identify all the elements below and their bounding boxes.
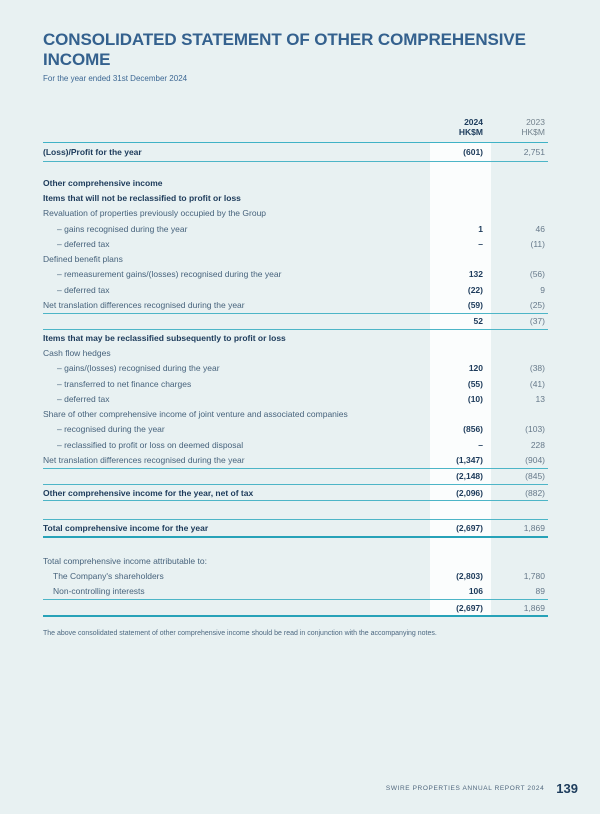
value-2023: 13: [535, 393, 545, 404]
row-label: Other comprehensive income for the year, net of tax: [43, 487, 254, 498]
footnote: The above consolidated statement of other comprehensive income should be read in conjunction with the accompanying notes.: [43, 630, 437, 638]
value-2023: 228: [530, 439, 545, 450]
value-2024: (2,803): [456, 571, 483, 582]
column-header-2023: [491, 117, 548, 137]
value-2023: 1,869: [523, 523, 545, 534]
value-2024: 1: [478, 223, 483, 234]
row-label: Non-controlling interests: [53, 586, 145, 597]
row-label: Items that may be reclassified subsequently to profit or loss: [43, 332, 286, 343]
value-2024: (1,347): [456, 454, 483, 465]
value-2024: –: [478, 238, 483, 249]
row-label: Net translation differences recognised during the year: [43, 300, 245, 311]
footer-report-name: SWIRE PROPERTIES ANNUAL REPORT 2024: [385, 785, 545, 792]
row-label: – reclassified to profit or loss on deemed disposal: [57, 439, 244, 450]
value-2023: 89: [535, 586, 545, 597]
row-label: Revaluation of properties previously occupied by the Group: [43, 208, 267, 219]
column-header-2024: [430, 117, 491, 137]
table-row: [43, 282, 548, 297]
row-label: – deferred tax: [57, 238, 110, 249]
table-row: [43, 485, 548, 501]
value-2024: (2,697): [456, 602, 483, 613]
value-2023: (25): [529, 300, 545, 311]
row-label: Total comprehensive income for the year: [43, 523, 209, 534]
row-label: (Loss)/Profit for the year: [43, 147, 142, 157]
row-label: – recognised during the year: [57, 424, 165, 435]
column-unit-2023: HK$M: [521, 127, 545, 137]
row-label: Items that will not be reclassified to profit or loss: [43, 192, 241, 203]
value-2024: 52: [473, 316, 483, 327]
row-label: – gains/(losses) recognised during the year: [57, 363, 220, 374]
table-row: [43, 422, 548, 437]
row-label: Defined benefit plans: [43, 254, 123, 265]
table-body: [43, 142, 548, 617]
table-row: [43, 376, 548, 391]
table-row: [43, 361, 548, 376]
page-title: CONSOLIDATED STATEMENT OF OTHER COMPREHENSIVE INCOME: [43, 30, 526, 69]
column-year-2024: 2024: [464, 117, 483, 127]
value-2024: 120: [468, 363, 483, 374]
table-row-subtotal: [43, 469, 548, 485]
value-2023: (103): [525, 424, 545, 435]
value-2024: 132: [468, 269, 483, 280]
row-label: – deferred tax: [57, 284, 110, 295]
table-row: [43, 452, 548, 468]
value-2024: –: [478, 439, 483, 450]
row-label: – transferred to net finance charges: [57, 378, 192, 389]
table-row: [43, 437, 548, 452]
value-2023: 2,751: [523, 147, 545, 157]
table-row: [43, 345, 548, 360]
row-label: Other comprehensive income: [43, 177, 163, 188]
table-row: [43, 391, 548, 406]
table-row-grand-total: [43, 519, 548, 538]
value-2023: (882): [525, 487, 545, 498]
column-year-2023: 2023: [526, 117, 545, 127]
value-2023: 9: [540, 284, 545, 295]
value-2023: (904): [525, 454, 545, 465]
table-row: [43, 190, 548, 205]
table-row: [43, 267, 548, 282]
row-label: Total comprehensive income attributable to:: [43, 555, 207, 566]
value-2024: (856): [463, 424, 483, 435]
value-2024: (55): [467, 378, 483, 389]
row-label: Cash flow hedges: [43, 347, 111, 358]
footer-page-number: 139: [556, 781, 578, 796]
row-label: Share of other comprehensive income of joint venture and associated companies: [43, 409, 348, 420]
value-2024: (59): [467, 300, 483, 311]
table-row: [43, 330, 548, 345]
table-row: [43, 569, 548, 584]
row-label: – deferred tax: [57, 393, 110, 404]
value-2023: (56): [529, 269, 545, 280]
table-row: [43, 297, 548, 313]
table-row: [43, 553, 548, 568]
column-headers: [43, 117, 548, 137]
table-row: [43, 236, 548, 251]
table-row: [43, 143, 548, 162]
table-row: [43, 406, 548, 421]
table-row-subtotal: [43, 314, 548, 330]
value-2023: (37): [529, 316, 545, 327]
column-unit-2024: HK$M: [458, 127, 483, 137]
value-2024: (10): [467, 393, 483, 404]
value-2023: 46: [535, 223, 545, 234]
value-2023: (11): [530, 238, 545, 249]
row-label: The Company's shareholders: [53, 571, 164, 582]
value-2024: (601): [463, 147, 483, 157]
value-2023: 1,780: [523, 571, 545, 582]
row-label: – remeasurement gains/(losses) recognised during the year: [57, 269, 282, 280]
table-row: [43, 175, 548, 190]
row-label: Net translation differences recognised during the year: [43, 454, 245, 465]
row-label: – gains recognised during the year: [57, 223, 188, 234]
value-2024: (2,148): [456, 471, 483, 482]
page-subtitle: For the year ended 31st December 2024: [43, 74, 188, 83]
value-2024: (22): [467, 284, 483, 295]
value-2024: (2,096): [456, 487, 483, 498]
table-row: [43, 221, 548, 236]
table-row-subtotal: [43, 600, 548, 617]
table-row: [43, 251, 548, 266]
value-2023: (845): [525, 471, 545, 482]
value-2023: (38): [529, 363, 545, 374]
value-2024: (2,697): [456, 523, 483, 534]
page-footer: [386, 781, 578, 796]
value-2024: 106: [468, 586, 483, 597]
table-row: [43, 206, 548, 221]
table-row: [43, 584, 548, 600]
statement-table: [43, 117, 548, 617]
value-2023: 1,869: [523, 602, 545, 613]
value-2023: (41): [529, 378, 545, 389]
